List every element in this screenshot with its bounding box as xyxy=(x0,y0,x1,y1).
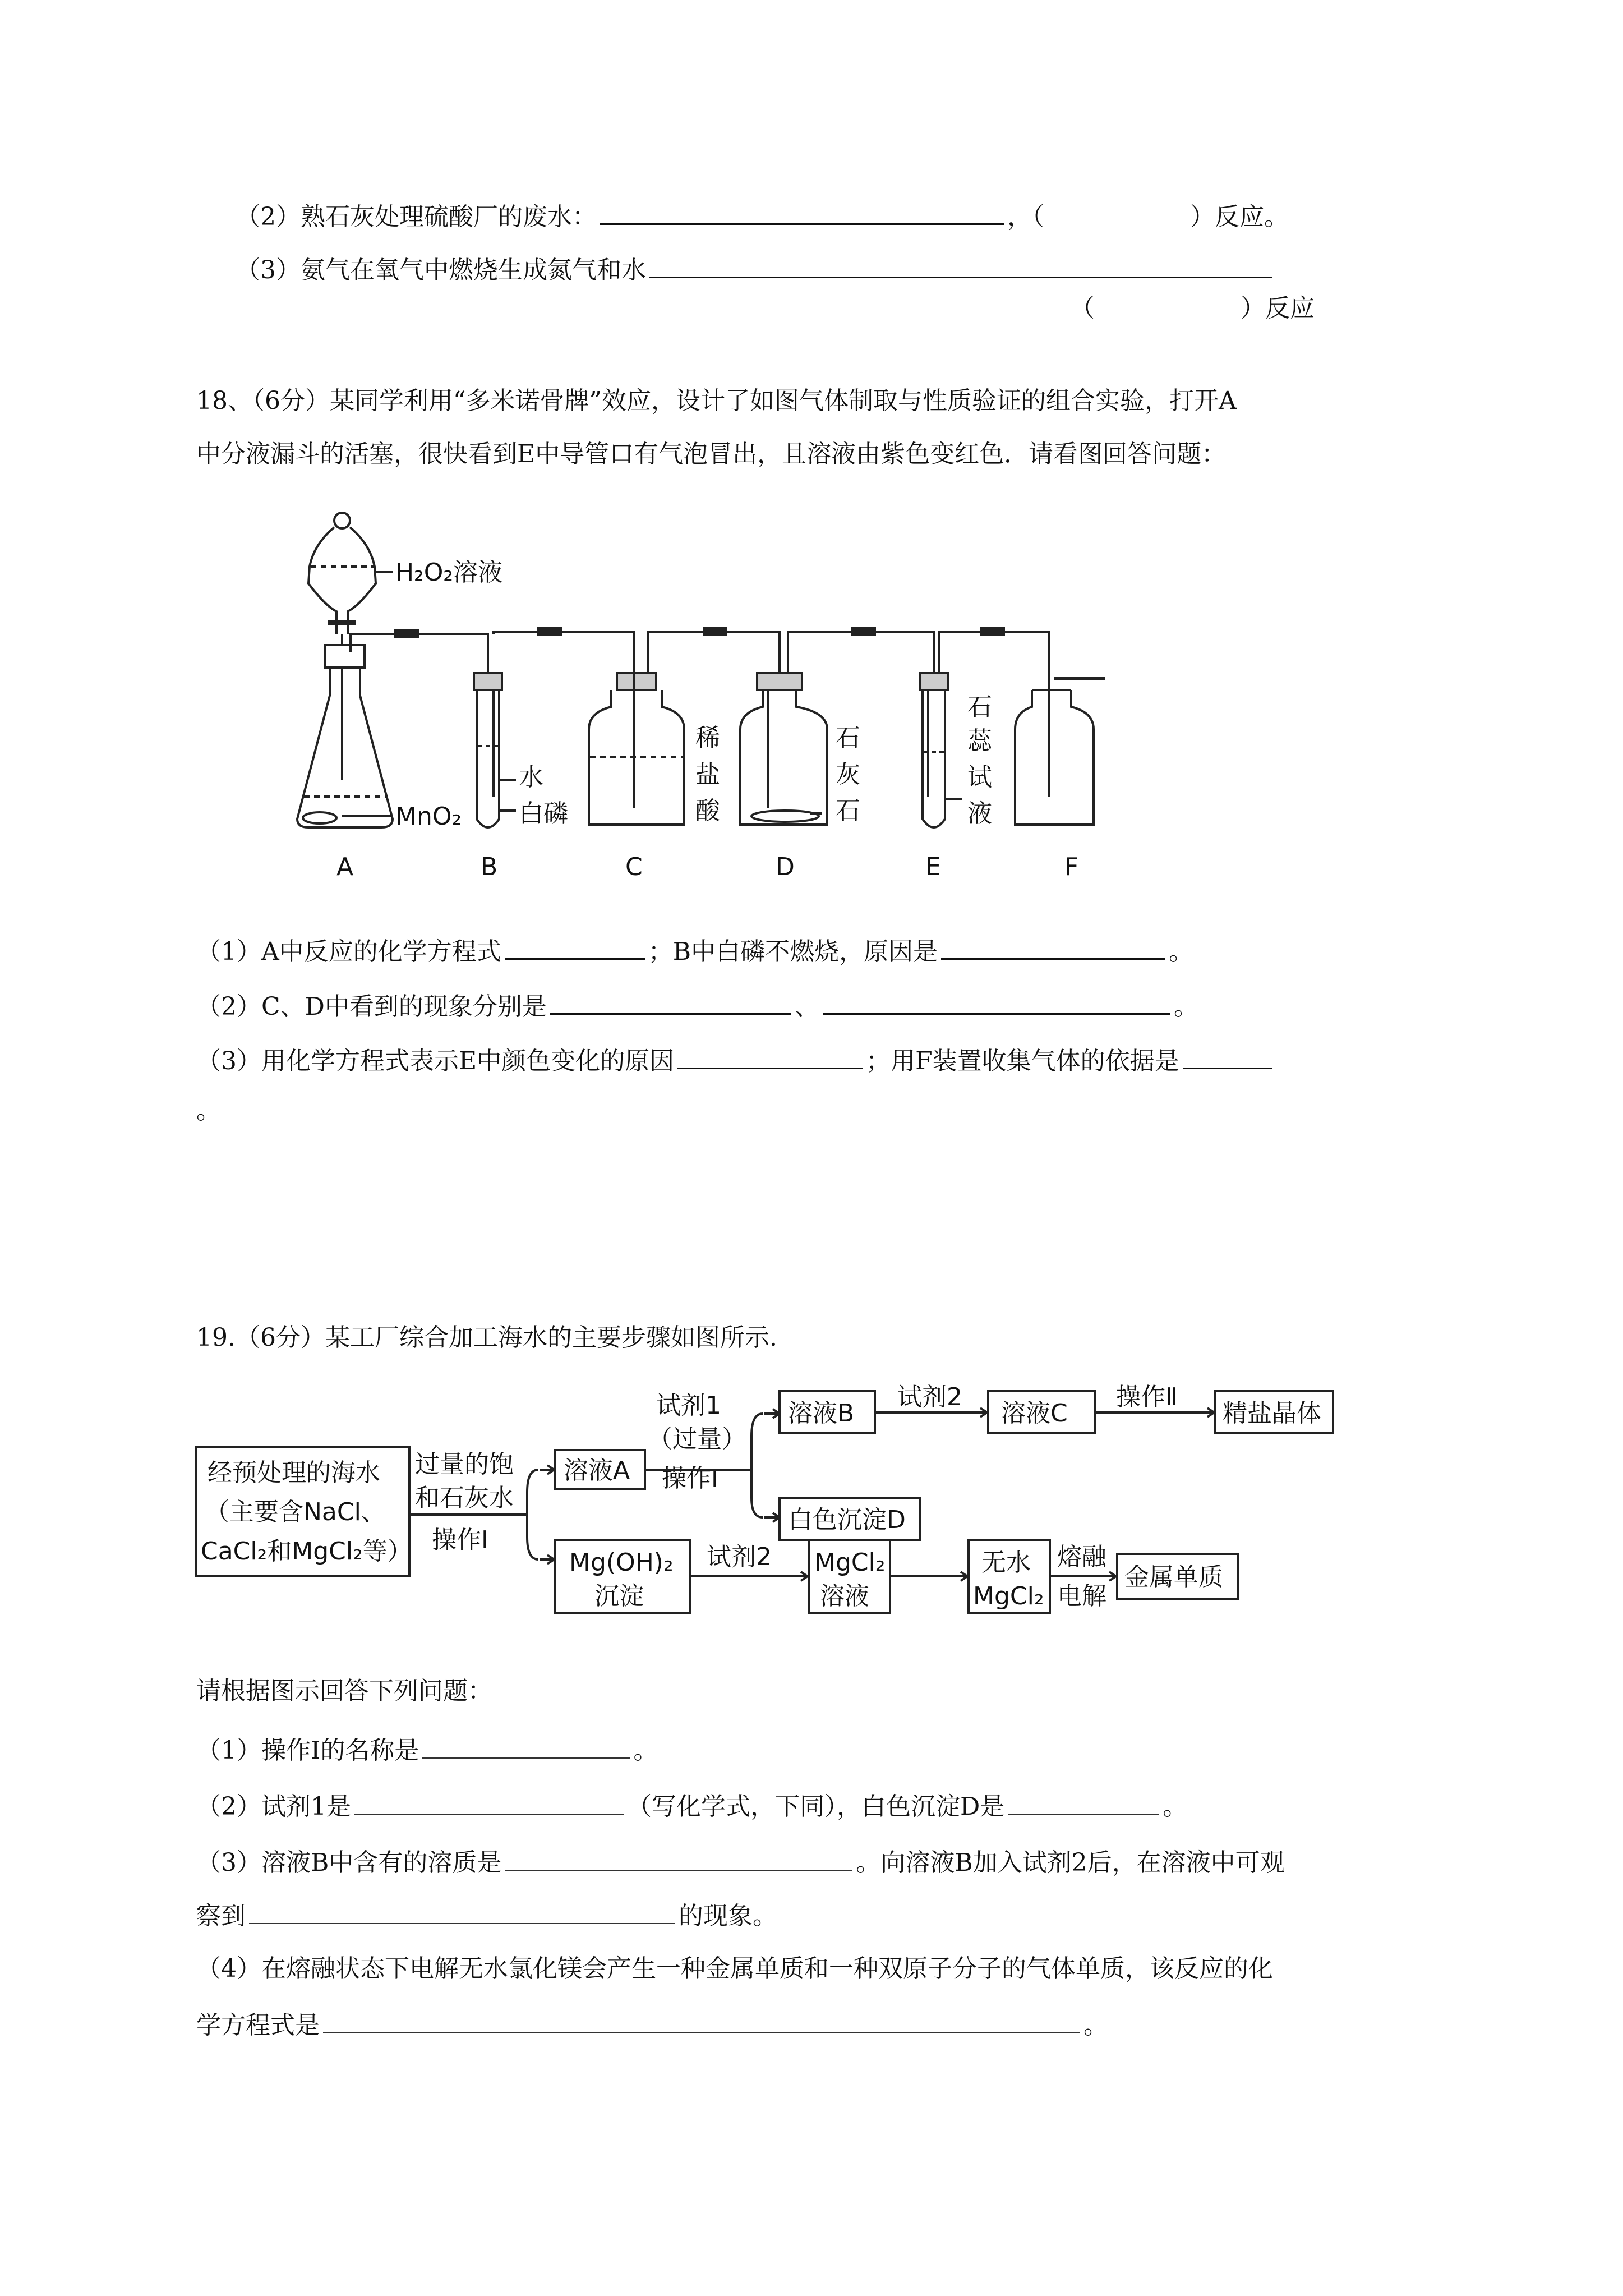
op2-label: 操作Ⅱ xyxy=(1116,1383,1178,1411)
q19-stem: 19.（6分）某工厂综合加工海水的主要步骤如图所示. xyxy=(196,1323,777,1352)
reagent1-line3: 操作Ⅰ xyxy=(662,1464,718,1493)
lime-line3: 操作Ⅰ xyxy=(432,1526,488,1554)
q17-item3-type: （ ）反应 xyxy=(1070,294,1315,323)
metal-label: 金属单质 xyxy=(1124,1563,1223,1591)
q17-item3: （3）氨气在氧气中燃烧生成氮气和水 xyxy=(236,250,1275,287)
litmus-label-1: 石 xyxy=(967,693,992,721)
h2o2-label: H₂O₂溶液 xyxy=(395,558,502,587)
limestone-label-2: 灰 xyxy=(836,760,860,789)
q19-part1: （1）操作Ⅰ的名称是 。 xyxy=(196,1731,658,1768)
letter-d: D xyxy=(776,853,795,881)
reagent1-line2: （过量） xyxy=(648,1425,746,1453)
answer-blank[interactable] xyxy=(600,196,1004,225)
reagent2-bot: 试剂2 xyxy=(707,1543,772,1571)
letter-f: F xyxy=(1064,853,1079,881)
q18-part1: （1）A中反应的化学方程式 ；B中白磷不燃烧，原因是 。 xyxy=(196,931,1193,969)
answer-blank[interactable] xyxy=(323,2005,1080,2033)
limestone-label-3: 石 xyxy=(836,797,860,825)
answer-blank[interactable] xyxy=(649,250,1272,278)
answer-blank[interactable] xyxy=(677,1041,863,1069)
salt-label: 精盐晶体 xyxy=(1223,1399,1321,1428)
q19-part3: （3）溶液B中含有的溶质是 。向溶液B加入试剂2后，在溶液中可观 xyxy=(196,1843,1285,1880)
litmus-label-2: 蕊 xyxy=(967,726,992,755)
water-label: 水 xyxy=(519,763,543,792)
litmus-label-4: 液 xyxy=(967,799,992,828)
answer-blank[interactable] xyxy=(1008,1787,1159,1815)
mgcl2-line1: MgCl₂ xyxy=(814,1548,886,1577)
mgoh-line1: Mg(OH)₂ xyxy=(569,1548,674,1577)
answer-blank[interactable] xyxy=(505,931,645,960)
q19-flowchart xyxy=(191,1380,1335,1621)
mgoh-line2: 沉淀 xyxy=(594,1582,644,1611)
seawater-line3: CaCl₂和MgCl₂等） xyxy=(201,1537,412,1566)
phosphorus-label: 白磷 xyxy=(519,799,568,828)
reagent1-line1: 试剂1 xyxy=(656,1391,721,1420)
lime-line2: 和石灰水 xyxy=(415,1484,514,1512)
melt-line2: 电解 xyxy=(1057,1582,1106,1611)
answer-blank[interactable] xyxy=(354,1787,624,1815)
litmus-label-3: 试 xyxy=(967,763,992,792)
sol-b: 溶液B xyxy=(788,1399,855,1428)
answer-blank[interactable] xyxy=(422,1731,630,1759)
q18-part3: （3）用化学方程式表示E中颜色变化的原因 ；用F装置收集气体的依据是 xyxy=(196,1041,1276,1078)
lime-line1: 过量的饱 xyxy=(415,1450,514,1479)
acid-label-3: 酸 xyxy=(695,797,720,825)
answer-blank[interactable] xyxy=(941,931,1165,960)
q19-part3-cont: 察到 的现象。 xyxy=(196,1896,777,1933)
anhydrous-line2: MgCl₂ xyxy=(973,1582,1044,1611)
acid-label-1: 稀 xyxy=(695,724,720,752)
answer-blank[interactable] xyxy=(505,1843,852,1871)
seawater-line2: （主要含NaCl、 xyxy=(205,1498,386,1526)
acid-label-2: 盐 xyxy=(695,760,720,789)
q19-intro: 请根据图示回答下列问题： xyxy=(196,1677,492,1705)
reagent2-top: 试剂2 xyxy=(897,1383,962,1411)
letter-e: E xyxy=(925,853,941,881)
sol-c: 溶液C xyxy=(1001,1399,1068,1428)
q19-part4: （4）在熔融状态下电解无水氯化镁会产生一种金属单质和一种双原子分子的气体单质，该反应的化 xyxy=(196,1954,1273,1983)
answer-blank[interactable] xyxy=(1183,1041,1272,1069)
mgcl2-line2: 溶液 xyxy=(820,1582,869,1611)
q18-stem-line1: 18、（6分）某同学利用“多米诺骨牌”效应，设计了如图气体制取与性质验证的组合实验，打开A xyxy=(196,386,1237,415)
mno2-label: MnO₂ xyxy=(395,802,462,831)
q19-part4-cont: 学方程式是 。 xyxy=(196,2005,1108,2042)
seawater-line1: 经预处理的海水 xyxy=(208,1458,380,1487)
limestone-label-1: 石 xyxy=(836,724,860,752)
letter-a: A xyxy=(336,853,354,881)
q17-item2: （2）熟石灰处理硫酸厂的废水： ，（ ）反应。 xyxy=(236,196,1289,234)
q18-apparatus-diagram xyxy=(275,505,1150,898)
answer-blank[interactable] xyxy=(550,986,791,1015)
melt-line1: 熔融 xyxy=(1057,1543,1106,1571)
precip-d: 白色沉淀D xyxy=(788,1506,906,1534)
q18-stem-line2: 中分液漏斗的活塞，很快看到E中导管口有气泡冒出，且溶液由紫色变红色．请看图回答问题： xyxy=(196,440,1227,468)
answer-blank[interactable] xyxy=(823,986,1170,1015)
answer-blank[interactable] xyxy=(249,1896,675,1924)
anhydrous-line1: 无水 xyxy=(981,1548,1031,1577)
q18-part2: （2）C、D中看到的现象分别是 、 。 xyxy=(196,986,1198,1024)
letter-c: C xyxy=(625,853,643,881)
letter-b: B xyxy=(481,853,498,881)
sol-a: 溶液A xyxy=(564,1456,630,1485)
q18-part3-end: 。 xyxy=(196,1096,221,1125)
q19-part2: （2）试剂1是 （写化学式，下同），白色沉淀D是 。 xyxy=(196,1787,1187,1824)
